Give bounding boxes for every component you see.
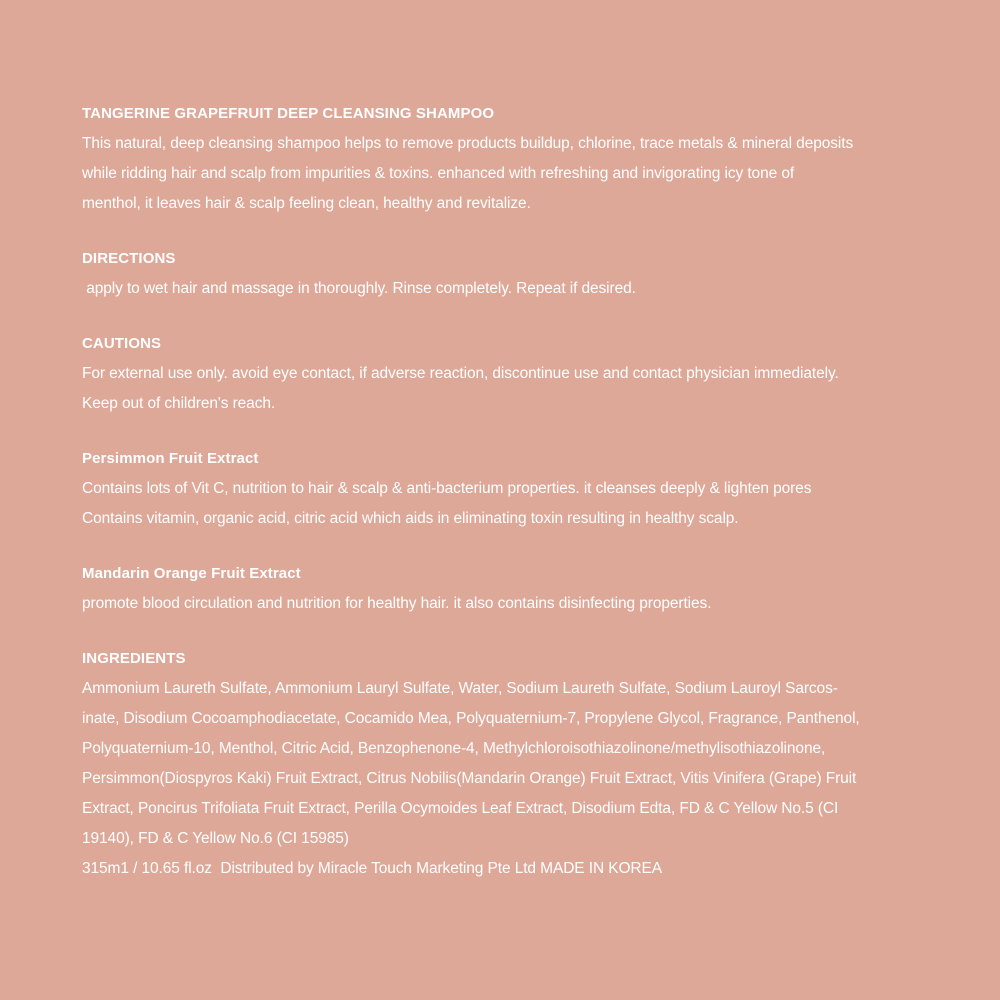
volume-distributor-line: 315m1 / 10.65 fl.oz Distributed by Miracle Touch Marketing Pte Ltd MADE IN KOREA [82, 860, 663, 877]
ingredients-text [82, 674, 918, 884]
text-line: Polyquaternium-10, Menthol, Citric Acid, Benzophenone-4, Methylchloroisothiazolinone/methylisothiazolinone, [82, 740, 826, 757]
text-line: This natural, deep cleansing shampoo helps to remove products buildup, chlorine, trace metals & mineral deposits [82, 135, 854, 152]
text-line: Persimmon(Diospyros Kaki) Fruit Extract, Citrus Nobilis(Mandarin Orange) Fruit Extract, Vitis Vinifera (Grape) Fruit [82, 770, 857, 787]
text-line: promote blood circulation and nutrition for healthy hair. it also contains disinfecting properties. [82, 595, 712, 612]
persimmon-text [82, 474, 918, 534]
text-line: inate, Disodium Cocoamphodiacetate, Cocamido Mea, Polyquaternium-7, Propylene Glycol, Fragrance, Panthenol, [82, 710, 860, 727]
directions-text [82, 274, 918, 304]
section-directions [82, 249, 918, 304]
section-heading: Mandarin Orange Fruit Extract [82, 565, 301, 582]
section-heading: Persimmon Fruit Extract [82, 450, 259, 467]
text-line: Ammonium Laureth Sulfate, Ammonium Lauryl Sulfate, Water, Sodium Laureth Sulfate, Sodium Lauroyl Sarcos- [82, 680, 838, 697]
text-line: Contains lots of Vit C, nutrition to hair & scalp & anti-bacterium properties. it cleanses deeply & lighten pores [82, 480, 812, 497]
text-line: 19140), FD & C Yellow No.6 (CI 15985) [82, 830, 349, 847]
text-line: Contains vitamin, organic acid, citric acid which aids in eliminating toxin resulting in healthy scalp. [82, 510, 739, 527]
section-cautions [82, 334, 918, 419]
section-mandarin-extract [82, 564, 918, 619]
text-line: menthol, it leaves hair & scalp feeling clean, healthy and revitalize. [82, 195, 531, 212]
mandarin-text [82, 589, 918, 619]
description-text [82, 129, 918, 219]
section-heading: INGREDIENTS [82, 650, 186, 667]
section-ingredients [82, 649, 918, 884]
product-title: TANGERINE GRAPEFRUIT DEEP CLEANSING SHAMPOO [82, 105, 495, 122]
section-heading: CAUTIONS [82, 335, 162, 352]
text-line: Extract, Poncirus Trifoliata Fruit Extract, Perilla Ocymoides Leaf Extract, Disodium Edta, FD & C Yellow No.5 (CI [82, 800, 839, 817]
text-line: apply to wet hair and massage in thoroughly. Rinse completely. Repeat if desired. [82, 280, 636, 297]
section-persimmon-extract [82, 449, 918, 534]
section-heading: DIRECTIONS [82, 250, 176, 267]
section-product-description [82, 104, 918, 219]
text-line: while ridding hair and scalp from impurities & toxins. enhanced with refreshing and invigorating icy tone of [82, 165, 795, 182]
text-line: Keep out of children's reach. [82, 395, 276, 412]
cautions-text [82, 359, 918, 419]
text-line: For external use only. avoid eye contact, if adverse reaction, discontinue use and contact physician immediately. [82, 365, 839, 382]
